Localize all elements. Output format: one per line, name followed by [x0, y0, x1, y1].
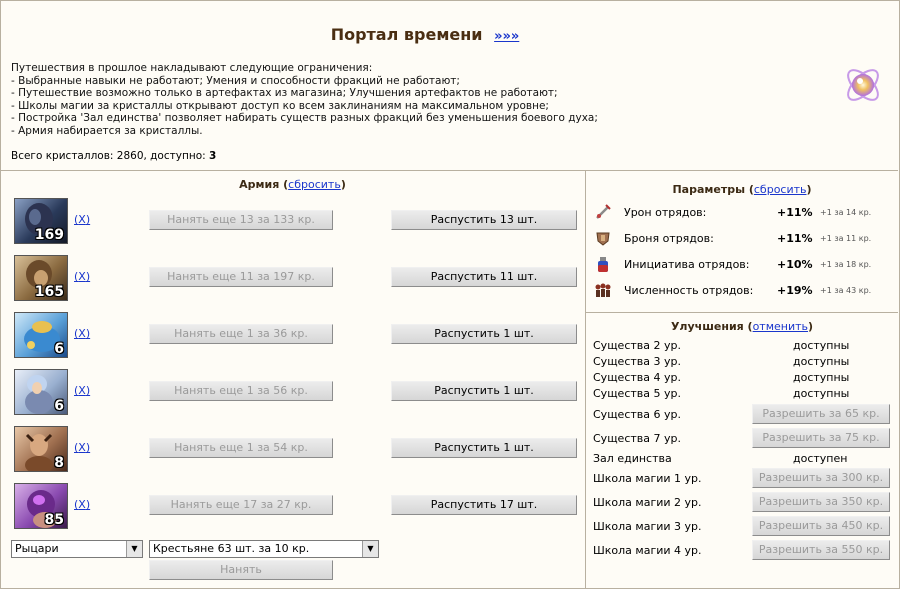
- army-unit-row: [14, 312, 574, 358]
- param-value: +11%: [777, 206, 813, 219]
- upgrade-label: Школа магии 2 ур.: [593, 496, 702, 509]
- upgrades-cancel-link[interactable]: отменить: [752, 320, 809, 333]
- unit-portrait[interactable]: [14, 255, 68, 301]
- unit-count: 85: [44, 512, 64, 528]
- param-label: Урон отрядов:: [624, 206, 707, 219]
- unit-portrait[interactable]: [14, 426, 68, 472]
- upgrade-row: [593, 430, 893, 446]
- creature-select[interactable]: [149, 540, 379, 558]
- page-title-text: Портал времени: [330, 25, 483, 44]
- params-reset-link[interactable]: сбросить: [753, 183, 807, 196]
- upgrade-row: [593, 518, 893, 534]
- upgrade-row: [593, 494, 893, 510]
- param-label: Численность отрядов:: [624, 284, 754, 297]
- restriction-line: - Школы магии за кристаллы открывают доступ ко всем заклинаниям на максимальном уровне;: [11, 99, 549, 112]
- upgrade-label: Существа 2 ур.: [593, 339, 681, 352]
- upgrade-status: доступны: [793, 339, 850, 352]
- allow-button[interactable]: Разрешить за 450 кр.: [752, 516, 890, 536]
- upgrade-label: Зал единства: [593, 452, 672, 465]
- upgrade-label: Существа 5 ур.: [593, 387, 681, 400]
- sword-icon: [594, 203, 612, 221]
- upgrade-row: [593, 353, 893, 369]
- param-value: +11%: [777, 232, 813, 245]
- dismiss-button[interactable]: Распустить 1 шт.: [391, 381, 577, 401]
- restriction-line: - Путешествие возможно только в артефактах из магазина; Улучшения артефактов не работают;: [11, 87, 558, 100]
- army-panel: [0, 171, 586, 588]
- creature-select-value: Крестьяне 63 шт. за 10 кр.: [153, 542, 310, 555]
- upgrade-row: [593, 450, 893, 466]
- dismiss-button[interactable]: Распустить 13 шт.: [391, 210, 577, 230]
- upgrade-row: [593, 369, 893, 385]
- unit-count: 6: [54, 341, 64, 357]
- upgrade-row: [593, 337, 893, 353]
- hire-more-button[interactable]: Нанять еще 1 за 56 кр.: [149, 381, 333, 401]
- crystals-total: [11, 150, 216, 162]
- upgrade-row: [593, 385, 893, 401]
- allow-button[interactable]: Разрешить за 65 кр.: [752, 404, 890, 424]
- upgrade-row: [593, 542, 893, 558]
- param-row[interactable]: [594, 229, 894, 247]
- unit-portrait[interactable]: [14, 198, 68, 244]
- crystals-available: 3: [209, 150, 217, 162]
- army-unit-row: [14, 255, 574, 301]
- potion-icon: [594, 255, 612, 273]
- dismiss-button[interactable]: Распустить 17 шт.: [391, 495, 577, 515]
- hire-more-button[interactable]: Нанять еще 11 за 197 кр.: [149, 267, 333, 287]
- army-unit-row: [14, 198, 574, 244]
- army-heading: Армия (сбросить): [239, 178, 346, 191]
- hire-more-button[interactable]: Нанять еще 17 за 27 кр.: [149, 495, 333, 515]
- remove-unit-link[interactable]: (X): [74, 270, 91, 283]
- faction-select-value: Рыцари: [15, 542, 59, 555]
- upgrade-label: Существа 7 ур.: [593, 432, 681, 445]
- allow-button[interactable]: Разрешить за 75 кр.: [752, 428, 890, 448]
- page-title: [0, 25, 850, 44]
- param-value: +10%: [777, 258, 813, 271]
- allow-button[interactable]: Разрешить за 300 кр.: [752, 468, 890, 488]
- restriction-line: Путешествия в прошлое накладывают следующие ограничения:: [11, 62, 373, 74]
- param-cost-note: +1 за 11 кр.: [820, 234, 872, 243]
- unit-portrait[interactable]: [14, 369, 68, 415]
- allow-button[interactable]: Разрешить за 550 кр.: [752, 540, 890, 560]
- dismiss-button[interactable]: Распустить 11 шт.: [391, 267, 577, 287]
- param-label: Инициатива отрядов:: [624, 258, 750, 271]
- unit-portrait[interactable]: [14, 312, 68, 358]
- params-panel: [586, 171, 898, 313]
- upgrade-status: доступен: [793, 452, 848, 465]
- params-title: Параметры: [672, 183, 746, 196]
- upgrade-status: доступны: [793, 371, 850, 384]
- dismiss-button[interactable]: Распустить 1 шт.: [391, 438, 577, 458]
- hire-button[interactable]: Нанять: [149, 560, 333, 580]
- portal-header: [0, 0, 898, 171]
- troops-icon: [594, 281, 612, 299]
- dropdown-arrow-icon: ▼: [126, 541, 142, 557]
- faction-select[interactable]: [11, 540, 143, 558]
- upgrade-label: Существа 6 ур.: [593, 408, 681, 421]
- portal-orb-icon: [842, 64, 884, 106]
- unit-count: 169: [34, 227, 64, 243]
- upgrades-title: Улучшения: [670, 320, 744, 333]
- upgrade-label: Существа 3 ур.: [593, 355, 681, 368]
- unit-count: 165: [34, 284, 64, 300]
- restriction-line: - Армия набирается за кристаллы.: [11, 124, 203, 137]
- dismiss-button[interactable]: Распустить 1 шт.: [391, 324, 577, 344]
- upgrades-heading: Улучшения (отменить): [670, 320, 814, 333]
- param-label: Броня отрядов:: [624, 232, 714, 245]
- upgrade-label: Существа 4 ур.: [593, 371, 681, 384]
- remove-unit-link[interactable]: (X): [74, 213, 91, 226]
- param-value: +19%: [777, 284, 813, 297]
- upgrade-label: Школа магии 3 ур.: [593, 520, 702, 533]
- param-row[interactable]: [594, 281, 894, 299]
- unit-portrait[interactable]: [14, 483, 68, 529]
- army-unit-row: [14, 483, 574, 529]
- upgrade-status: доступны: [793, 355, 850, 368]
- army-reset-link[interactable]: сбросить: [288, 178, 341, 191]
- param-cost-note: +1 за 43 кр.: [820, 286, 872, 295]
- armor-icon: [594, 229, 612, 247]
- hire-more-button[interactable]: Нанять еще 1 за 54 кр.: [149, 438, 333, 458]
- dropdown-arrow-icon: ▼: [362, 541, 378, 557]
- upgrade-label: Школа магии 4 ур.: [593, 544, 702, 557]
- upgrade-row: [593, 470, 893, 486]
- upgrade-status: доступны: [793, 387, 850, 400]
- remove-unit-link[interactable]: (X): [74, 327, 91, 340]
- param-cost-note: +1 за 14 кр.: [820, 208, 872, 217]
- params-heading: Параметры (сбросить): [672, 183, 812, 196]
- restriction-line: - Постройка 'Зал единства' позволяет набирать существ разных фракций без уменьшения боевого духа;: [11, 112, 598, 125]
- unit-count: 8: [54, 455, 64, 471]
- upgrade-label: Школа магии 1 ур.: [593, 472, 702, 485]
- remove-unit-link[interactable]: (X): [74, 498, 91, 511]
- restrictions-text: [11, 62, 598, 138]
- hire-more-button[interactable]: Нанять еще 13 за 133 кр.: [149, 210, 333, 230]
- upgrades-panel: [586, 313, 898, 588]
- title-more-link[interactable]: »»»: [494, 29, 520, 44]
- unit-count: 6: [54, 398, 64, 414]
- allow-button[interactable]: Разрешить за 350 кр.: [752, 492, 890, 512]
- army-title: Армия: [239, 178, 280, 191]
- param-row[interactable]: [594, 203, 894, 221]
- army-unit-row: [14, 426, 574, 472]
- army-unit-row: [14, 369, 574, 415]
- upgrade-row: [593, 406, 893, 422]
- restriction-line: - Выбранные навыки не работают; Умения и способности фракций не работают;: [11, 74, 460, 87]
- param-cost-note: +1 за 18 кр.: [820, 260, 872, 269]
- remove-unit-link[interactable]: (X): [74, 441, 91, 454]
- param-row[interactable]: [594, 255, 894, 273]
- crystals-total-label: Всего кристаллов: 2860, доступно:: [11, 150, 209, 162]
- hire-more-button[interactable]: Нанять еще 1 за 36 кр.: [149, 324, 333, 344]
- remove-unit-link[interactable]: (X): [74, 384, 91, 397]
